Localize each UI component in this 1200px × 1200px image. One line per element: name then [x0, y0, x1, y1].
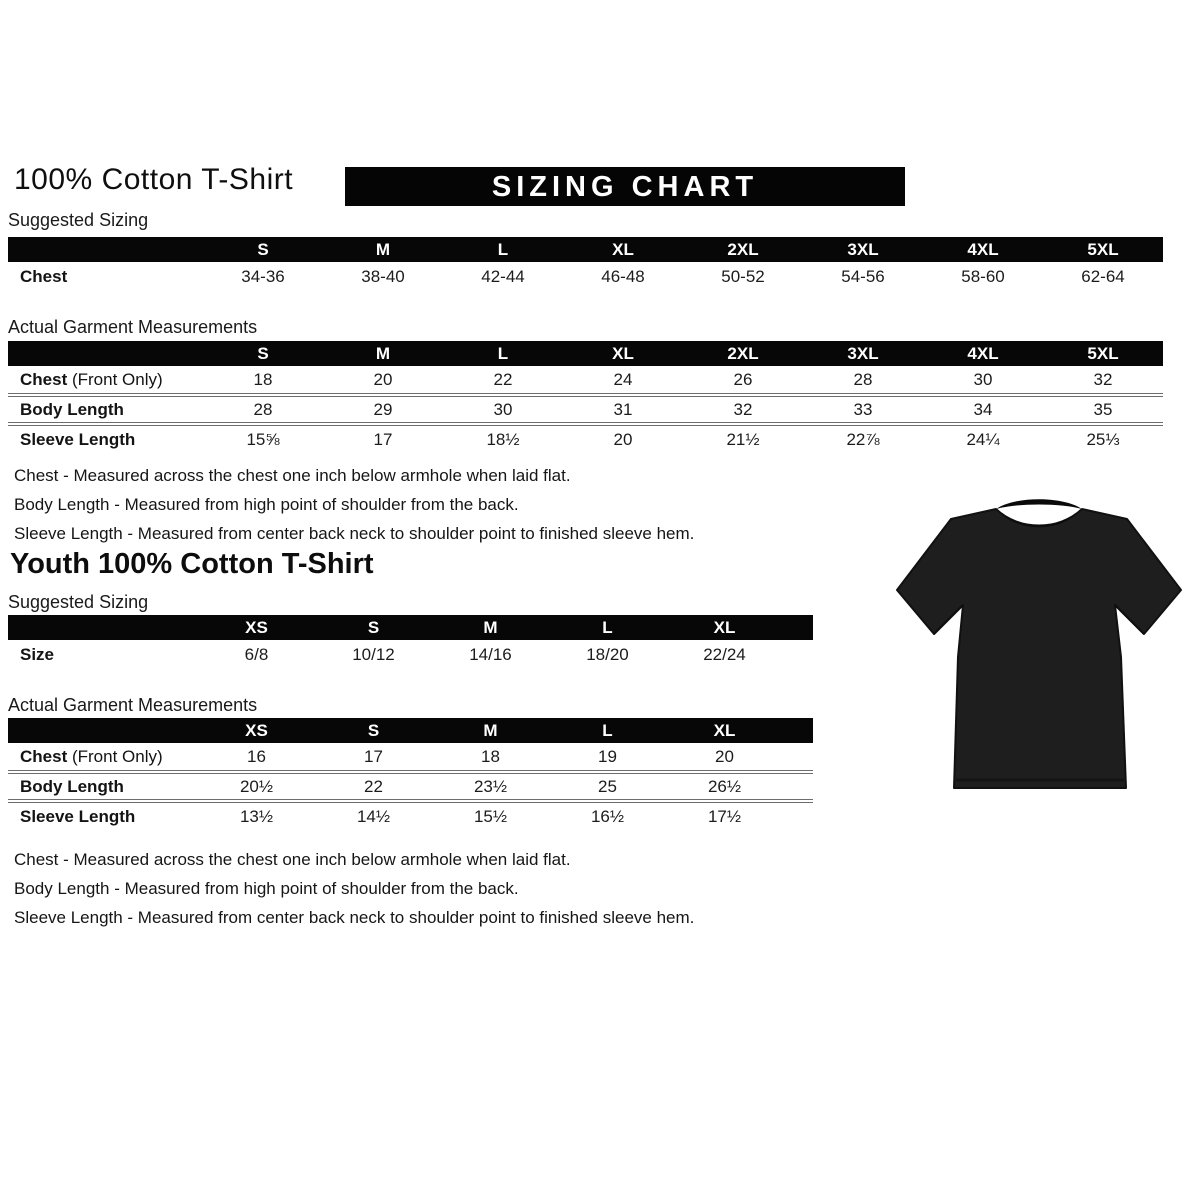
table-row [8, 262, 1163, 291]
size-column-header: 3XL [803, 237, 923, 262]
header-filler [8, 341, 203, 366]
measurement-value: 34-36 [241, 266, 285, 286]
measurement-value: 34 [923, 395, 1043, 424]
size-column-header: 3XL [803, 341, 923, 366]
measurement-value: 22/24 [703, 644, 746, 664]
size-column-header: 5XL [1043, 237, 1163, 262]
measurement-value: 20 [715, 746, 734, 766]
measurement-value: 16 [247, 746, 266, 766]
measurement-value: 20 [563, 424, 683, 453]
adult-actual-heading: Actual Garment Measurements [8, 317, 258, 337]
youth-title: Youth 100% Cotton T-Shirt [10, 548, 374, 580]
measurement-value: 50-52 [721, 266, 765, 286]
row-label: Chest [20, 266, 68, 286]
sizing-chart-banner: SIZING CHART [345, 167, 905, 206]
youth-actual-heading: Actual Garment Measurements [8, 695, 258, 715]
size-column-header: XS [198, 718, 315, 743]
table-row-chest [8, 366, 1163, 395]
measurement-value: 14/16 [469, 644, 512, 664]
table-header-row [8, 718, 813, 743]
row-label: Sleeve Length [8, 424, 203, 453]
size-column-header: L [443, 341, 563, 366]
size-column-header: 2XL [683, 341, 803, 366]
measurement-value: 26½ [666, 772, 783, 801]
measurement-value: 24¼ [923, 424, 1043, 453]
size-column-header: XL [563, 237, 683, 262]
size-column-header: XL [563, 341, 683, 366]
measurement-value: 32 [1093, 369, 1113, 389]
measurement-value: 30 [973, 369, 993, 389]
size-column-header: L [443, 237, 563, 262]
measurement-value: 23½ [432, 772, 549, 801]
measurement-value: 17 [323, 424, 443, 453]
size-column-header: L [549, 718, 666, 743]
header-filler [8, 615, 198, 640]
measurement-value: 25⅓ [1043, 424, 1163, 453]
table-row-sleeve-length [8, 801, 813, 830]
measurement-value: 18/20 [586, 644, 629, 664]
measurement-value: 29 [323, 395, 443, 424]
size-column-header: S [203, 237, 323, 262]
measurement-value: 21½ [683, 424, 803, 453]
adult-notes [14, 461, 694, 548]
note-chest: Chest - Measured across the chest one inch below armhole when laid flat. [14, 466, 571, 485]
measurement-value: 17 [364, 746, 383, 766]
size-column-header: L [549, 615, 666, 640]
note-sleeve-length: Sleeve Length - Measured from center back neck to shoulder point to finished sleeve hem. [14, 524, 695, 543]
measurement-value: 38-40 [361, 266, 405, 286]
measurement-value: 16½ [549, 801, 666, 830]
measurement-value: 30 [443, 395, 563, 424]
size-column-header: S [315, 718, 432, 743]
size-column-header: M [432, 718, 549, 743]
measurement-value: 22 [315, 772, 432, 801]
size-column-header: XS [198, 615, 315, 640]
measurement-value: 19 [598, 746, 617, 766]
measurement-value: 28 [853, 369, 873, 389]
row-label: Size [20, 644, 55, 664]
header-filler [8, 237, 203, 262]
page-title: 100% Cotton T-Shirt [14, 163, 294, 196]
size-column-header: 4XL [923, 341, 1043, 366]
size-column-header: 5XL [1043, 341, 1163, 366]
measurement-value: 15⅝ [203, 424, 323, 453]
tshirt-image [893, 487, 1185, 807]
note-body-length: Body Length - Measured from high point of shoulder from the back. [14, 879, 519, 898]
measurement-value: 42-44 [481, 266, 525, 286]
size-column-header: 4XL [923, 237, 1043, 262]
cell-filler [783, 801, 813, 830]
size-column-header: M [323, 237, 443, 262]
adult-actual-table [8, 341, 1163, 453]
adult-suggested-table [8, 237, 1163, 291]
youth-suggested-heading: Suggested Sizing [8, 592, 149, 612]
size-column-header: M [323, 341, 443, 366]
header-filler [8, 718, 198, 743]
cell-filler [783, 743, 813, 772]
table-header-row [8, 341, 1163, 366]
table-row-chest [8, 743, 813, 772]
note-body-length: Body Length - Measured from high point of shoulder from the back. [14, 495, 519, 514]
size-column-header: XL [666, 615, 783, 640]
measurement-value: 35 [1043, 395, 1163, 424]
size-column-header: S [203, 341, 323, 366]
row-label: Body Length [8, 395, 203, 424]
measurement-value: 14½ [315, 801, 432, 830]
row-label: Body Length [8, 772, 198, 801]
adult-suggested-heading: Suggested Sizing [8, 210, 149, 230]
table-header-row [8, 615, 813, 640]
tshirt-body-shape [897, 509, 1181, 788]
measurement-value: 18 [481, 746, 500, 766]
table-row-body-length [8, 395, 1163, 424]
header-filler [783, 718, 813, 743]
measurement-value: 18 [253, 369, 273, 389]
measurement-value: 22⅞ [803, 424, 923, 453]
measurement-value: 6/8 [244, 644, 269, 664]
size-column-header: 2XL [683, 237, 803, 262]
row-label: Sleeve Length [8, 801, 198, 830]
cell-filler [783, 772, 813, 801]
cell-filler [783, 640, 813, 669]
tshirt-back-collar [996, 499, 1082, 509]
size-column-header: S [315, 615, 432, 640]
measurement-value: 54-56 [841, 266, 885, 286]
measurement-value: 33 [803, 395, 923, 424]
measurement-value: 31 [563, 395, 683, 424]
measurement-value: 22 [493, 369, 513, 389]
measurement-value: 13½ [198, 801, 315, 830]
measurement-value: 20 [373, 369, 393, 389]
youth-notes [14, 845, 694, 932]
table-header-row [8, 237, 1163, 262]
table-row-sleeve-length [8, 424, 1163, 453]
measurement-value: 62-64 [1081, 266, 1125, 286]
note-chest: Chest - Measured across the chest one inch below armhole when laid flat. [14, 850, 571, 869]
measurement-value: 17½ [666, 801, 783, 830]
header-filler [783, 615, 813, 640]
measurement-value: 15½ [432, 801, 549, 830]
row-label: Chest (Front Only) [20, 369, 163, 389]
note-sleeve-length: Sleeve Length - Measured from center back neck to shoulder point to finished sleeve hem. [14, 908, 695, 927]
table-row-size [8, 640, 813, 669]
measurement-value: 28 [203, 395, 323, 424]
measurement-value: 32 [683, 395, 803, 424]
table-row-body-length [8, 772, 813, 801]
measurement-value: 10/12 [352, 644, 395, 664]
measurement-value: 26 [733, 369, 753, 389]
youth-suggested-table [8, 615, 813, 669]
measurement-value: 46-48 [601, 266, 645, 286]
measurement-value: 20½ [198, 772, 315, 801]
size-column-header: XL [666, 718, 783, 743]
size-column-header: M [432, 615, 549, 640]
measurement-value: 18½ [443, 424, 563, 453]
youth-actual-table [8, 718, 813, 830]
measurement-value: 25 [549, 772, 666, 801]
measurement-value: 24 [613, 369, 633, 389]
row-label: Chest (Front Only) [20, 746, 163, 766]
measurement-value: 58-60 [961, 266, 1005, 286]
